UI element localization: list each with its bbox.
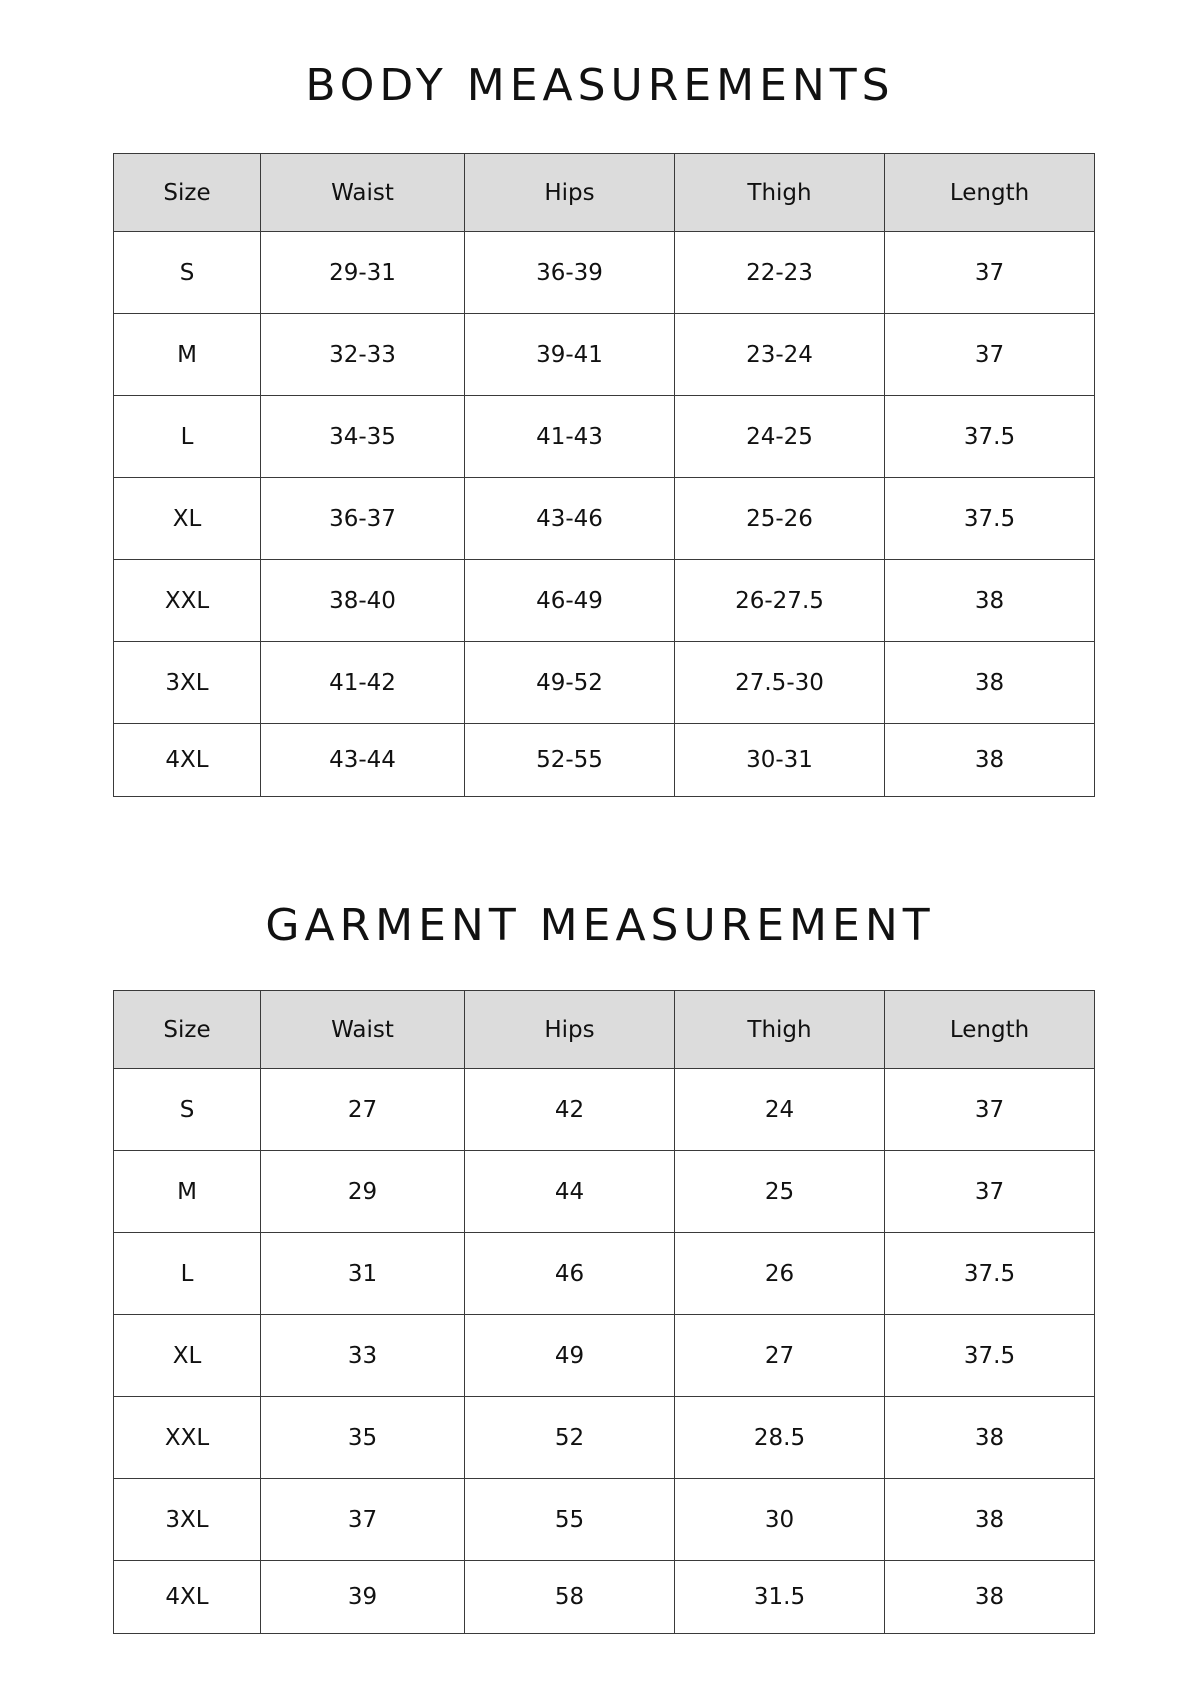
- table-row: [114, 314, 1095, 396]
- cell-thigh: 23-24: [675, 314, 885, 396]
- table-row: [114, 1315, 1095, 1397]
- header-cell-size: Size: [114, 991, 261, 1069]
- cell-thigh: 24: [675, 1069, 885, 1151]
- cell-waist: 29-31: [261, 232, 465, 314]
- cell-size: L: [114, 396, 261, 478]
- cell-size: L: [114, 1233, 261, 1315]
- cell-thigh: 31.5: [675, 1561, 885, 1634]
- cell-length: 38: [885, 560, 1095, 642]
- body-measurements-table: [113, 153, 1095, 797]
- cell-waist: 31: [261, 1233, 465, 1315]
- header-cell-size: Size: [114, 154, 261, 232]
- table-row: [114, 1233, 1095, 1315]
- cell-waist: 35: [261, 1397, 465, 1479]
- cell-size: 4XL: [114, 724, 261, 797]
- cell-waist: 27: [261, 1069, 465, 1151]
- cell-hips: 42: [465, 1069, 675, 1151]
- cell-thigh: 28.5: [675, 1397, 885, 1479]
- cell-length: 37.5: [885, 396, 1095, 478]
- cell-length: 37: [885, 314, 1095, 396]
- cell-hips: 36-39: [465, 232, 675, 314]
- cell-size: XXL: [114, 1397, 261, 1479]
- cell-length: 38: [885, 724, 1095, 797]
- cell-thigh: 26: [675, 1233, 885, 1315]
- table-row: [114, 724, 1095, 797]
- cell-size: XL: [114, 1315, 261, 1397]
- cell-hips: 44: [465, 1151, 675, 1233]
- cell-waist: 43-44: [261, 724, 465, 797]
- header-cell-length: Length: [885, 991, 1095, 1069]
- cell-thigh: 25-26: [675, 478, 885, 560]
- table-row: [114, 396, 1095, 478]
- cell-hips: 39-41: [465, 314, 675, 396]
- table-row: [114, 1069, 1095, 1151]
- cell-length: 37.5: [885, 1233, 1095, 1315]
- cell-waist: 39: [261, 1561, 465, 1634]
- cell-thigh: 24-25: [675, 396, 885, 478]
- cell-hips: 58: [465, 1561, 675, 1634]
- cell-length: 37: [885, 232, 1095, 314]
- table-row: [114, 232, 1095, 314]
- header-cell-hips: Hips: [465, 154, 675, 232]
- cell-hips: 41-43: [465, 396, 675, 478]
- garment-measurement-table: [113, 990, 1095, 1634]
- cell-thigh: 27: [675, 1315, 885, 1397]
- cell-length: 37.5: [885, 478, 1095, 560]
- cell-hips: 46-49: [465, 560, 675, 642]
- cell-length: 37.5: [885, 1315, 1095, 1397]
- cell-thigh: 25: [675, 1151, 885, 1233]
- cell-thigh: 30-31: [675, 724, 885, 797]
- cell-thigh: 27.5-30: [675, 642, 885, 724]
- cell-hips: 46: [465, 1233, 675, 1315]
- table-row: [114, 1397, 1095, 1479]
- cell-thigh: 22-23: [675, 232, 885, 314]
- cell-hips: 52-55: [465, 724, 675, 797]
- table-row: [114, 1479, 1095, 1561]
- cell-thigh: 26-27.5: [675, 560, 885, 642]
- cell-length: 38: [885, 1479, 1095, 1561]
- garment-measurement-title: GARMENT MEASUREMENT: [265, 900, 935, 951]
- cell-hips: 52: [465, 1397, 675, 1479]
- cell-size: S: [114, 1069, 261, 1151]
- cell-hips: 55: [465, 1479, 675, 1561]
- cell-thigh: 30: [675, 1479, 885, 1561]
- cell-waist: 41-42: [261, 642, 465, 724]
- table-row: [114, 560, 1095, 642]
- cell-size: M: [114, 314, 261, 396]
- body-measurements-title: BODY MEASUREMENTS: [305, 60, 895, 111]
- cell-hips: 49: [465, 1315, 675, 1397]
- cell-size: 3XL: [114, 1479, 261, 1561]
- cell-length: 38: [885, 642, 1095, 724]
- cell-waist: 32-33: [261, 314, 465, 396]
- table-header-row: [114, 991, 1095, 1069]
- cell-hips: 43-46: [465, 478, 675, 560]
- table-row: [114, 642, 1095, 724]
- cell-hips: 49-52: [465, 642, 675, 724]
- cell-length: 37: [885, 1151, 1095, 1233]
- table-row: [114, 478, 1095, 560]
- cell-size: 4XL: [114, 1561, 261, 1634]
- cell-length: 37: [885, 1069, 1095, 1151]
- cell-length: 38: [885, 1561, 1095, 1634]
- cell-size: M: [114, 1151, 261, 1233]
- table-row: [114, 1151, 1095, 1233]
- cell-waist: 34-35: [261, 396, 465, 478]
- cell-size: XXL: [114, 560, 261, 642]
- cell-waist: 33: [261, 1315, 465, 1397]
- cell-waist: 36-37: [261, 478, 465, 560]
- cell-size: XL: [114, 478, 261, 560]
- cell-waist: 38-40: [261, 560, 465, 642]
- cell-waist: 37: [261, 1479, 465, 1561]
- header-cell-thigh: Thigh: [675, 991, 885, 1069]
- header-cell-hips: Hips: [465, 991, 675, 1069]
- table-row: [114, 1561, 1095, 1634]
- header-cell-waist: Waist: [261, 154, 465, 232]
- cell-size: 3XL: [114, 642, 261, 724]
- cell-size: S: [114, 232, 261, 314]
- table-header-row: [114, 154, 1095, 232]
- header-cell-length: Length: [885, 154, 1095, 232]
- header-cell-waist: Waist: [261, 991, 465, 1069]
- cell-waist: 29: [261, 1151, 465, 1233]
- cell-length: 38: [885, 1397, 1095, 1479]
- header-cell-thigh: Thigh: [675, 154, 885, 232]
